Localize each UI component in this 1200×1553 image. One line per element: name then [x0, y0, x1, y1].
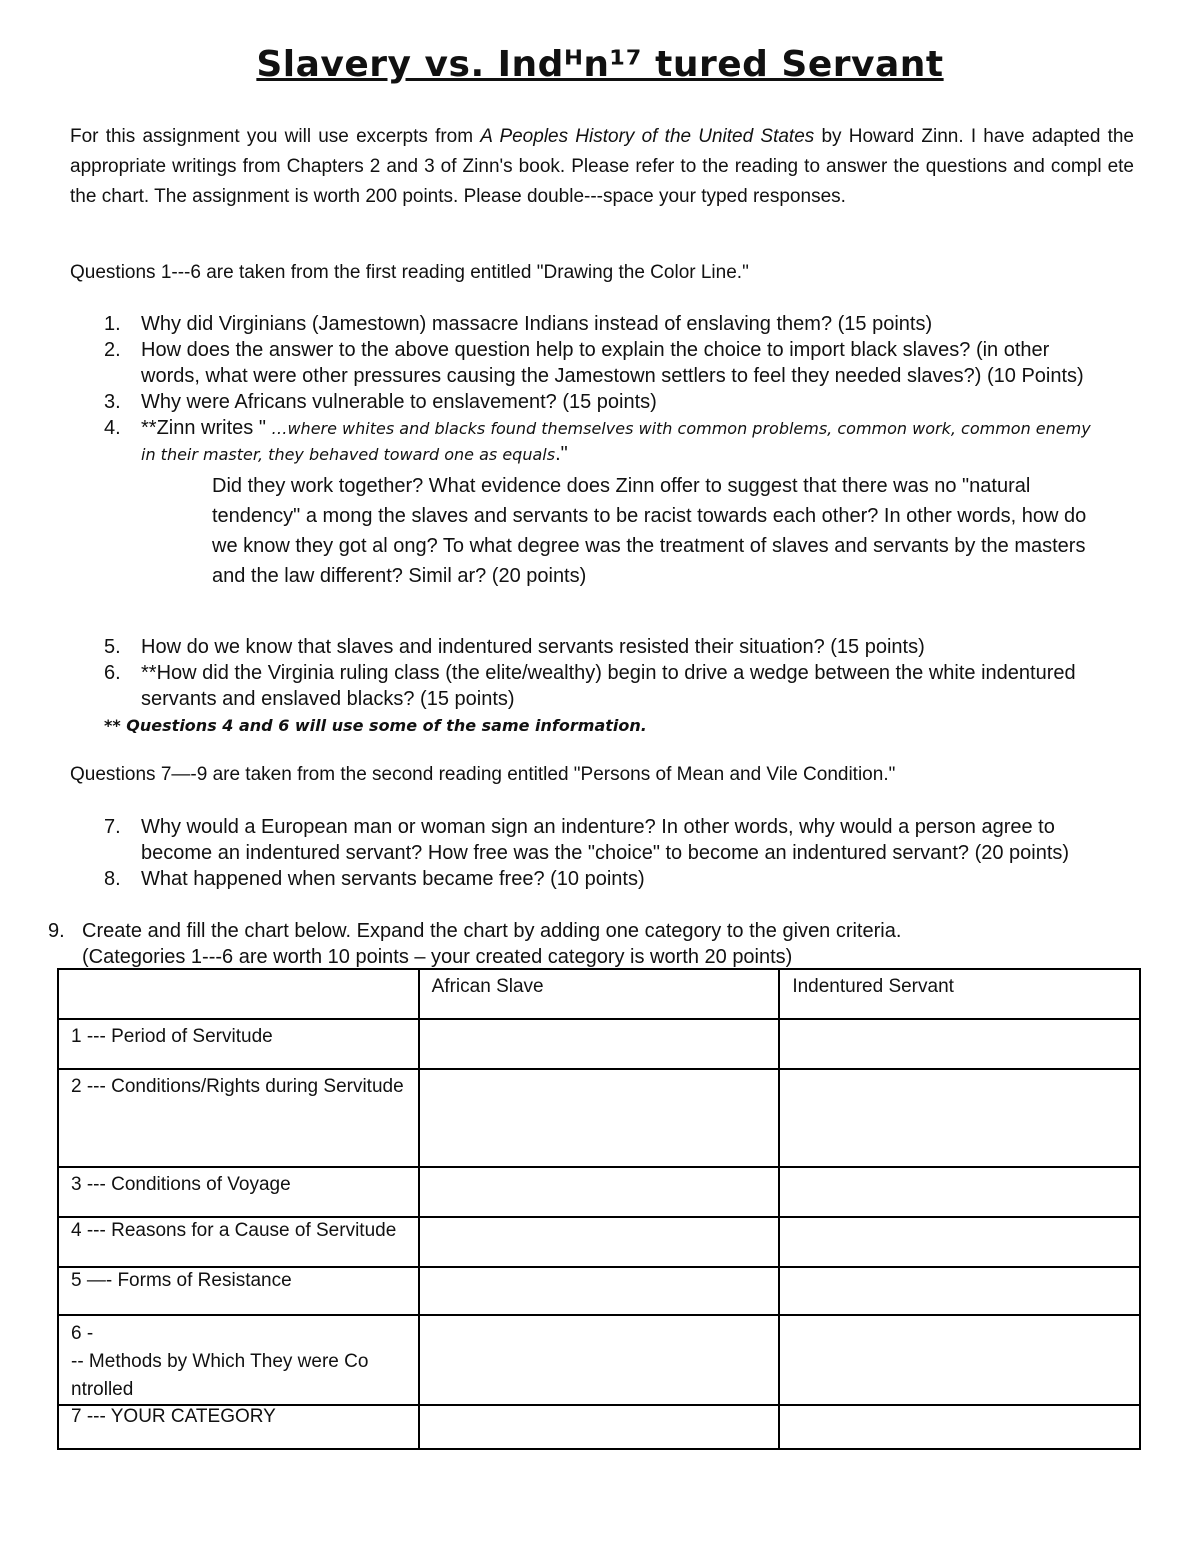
question-1: [104, 311, 1104, 337]
question-9: [48, 918, 901, 970]
intro-text-2: by Howard Zinn. I have adapted the appropriate writings from Chapters 2 and 3 of Zinn's book. Please refer to the reading to answer the questions and compl ete the chart. The assignment is worth 200 points. Please double---space your typed responses.: [70, 126, 1134, 207]
row-label: 4 --- Reasons for a Cause of Servitude: [58, 1217, 419, 1267]
answer-cell-slave[interactable]: [419, 1267, 780, 1315]
question-4-lead: **Zinn writes ": [141, 417, 272, 439]
question-text: What happened when servants became free? (10 points): [141, 868, 645, 890]
intro-paragraph: [70, 122, 1134, 212]
question-number: 7.: [104, 816, 121, 838]
question-number: 5.: [104, 636, 121, 658]
question-4: [104, 415, 1104, 591]
question-number: 3.: [104, 391, 121, 413]
row-label: 3 --- Conditions of Voyage: [58, 1167, 419, 1217]
question-3: [104, 389, 1104, 415]
question-number: 2.: [104, 339, 121, 361]
answer-cell-servant[interactable]: [779, 1019, 1140, 1069]
question-7: [104, 814, 1104, 866]
row-label: [58, 1315, 419, 1405]
question-8: [104, 866, 1104, 892]
question-number: 1.: [104, 313, 121, 335]
row-label: 1 --- Period of Servitude: [58, 1019, 419, 1069]
question-text: Why would a European man or woman sign an indenture? In other words, why would a person agree to become an indentured servant? How free was the "choice" to become an indentured servant? (20 points): [141, 816, 1070, 864]
question-list-c: [104, 814, 1104, 892]
answer-cell-servant[interactable]: [779, 1069, 1140, 1167]
page-title: Slavery vs. Indᴴn¹⁷ tured Servant: [256, 44, 944, 85]
question-number: 4.: [104, 417, 121, 439]
note-text: ** Questions 4 and 6 will use some of the same information.: [104, 716, 647, 735]
intro-text-1: For this assignment you will use excerpts from: [70, 126, 481, 147]
comparison-chart: [57, 968, 1141, 1450]
section2-heading: Questions 7—-9 are taken from the second reading entitled "Persons of Mean and Vile Condition.": [70, 764, 896, 785]
table-row: [58, 1217, 1140, 1267]
row-label: 2 --- Conditions/Rights during Servitude: [58, 1069, 419, 1167]
answer-cell-servant[interactable]: [779, 1405, 1140, 1449]
row-label-line2: -- Methods by Which They were Co ntrolled: [71, 1351, 369, 1400]
question-2: [104, 337, 1104, 389]
answer-cell-servant[interactable]: [779, 1267, 1140, 1315]
question-number: 9.: [48, 920, 65, 942]
book-title: A Peoples History of the United States: [480, 126, 815, 147]
answer-cell-slave[interactable]: [419, 1217, 780, 1267]
question-number: 6.: [104, 662, 121, 684]
header-cell-indentured-servant: Indentured Servant: [779, 969, 1140, 1019]
question-text: **How did the Virginia ruling class (the elite/wealthy) begin to drive a wedge between the white indentured servants and enslaved blacks? (15 points): [141, 662, 1076, 710]
table-row: [58, 1315, 1140, 1405]
table-row: [58, 1019, 1140, 1069]
answer-cell-slave[interactable]: [419, 1069, 780, 1167]
row-label-line1: 6 -: [71, 1323, 94, 1344]
zinn-quote: …where whites and blacks found themselves with common problems, common work, common enemy in their master, they behaved toward one as equals: [141, 419, 1091, 464]
answer-cell-servant[interactable]: [779, 1217, 1140, 1267]
question-list-b: [104, 634, 1104, 712]
answer-cell-servant[interactable]: [779, 1315, 1140, 1405]
answer-cell-slave[interactable]: [419, 1019, 780, 1069]
table-row: [58, 1167, 1140, 1217]
question-list-a: [104, 311, 1104, 591]
question-4-body: Did they work together? What evidence does Zinn offer to suggest that there was no "natural tendency" a mong the slaves and servants to be racist towards each other? In other words, how do we know they got al ong? To what degree was the treatment of slaves and servants by the masters and the law different? Simil ar? (20 points): [212, 475, 1087, 587]
question-4-quote-close: .": [555, 443, 568, 465]
table-row: [58, 1069, 1140, 1167]
answer-cell-slave[interactable]: [419, 1315, 780, 1405]
row-label: 7 --- YOUR CATEGORY: [58, 1405, 419, 1449]
table-row: [58, 1405, 1140, 1449]
question-text: Why were Africans vulnerable to enslavement? (15 points): [141, 391, 657, 413]
answer-cell-slave[interactable]: [419, 1405, 780, 1449]
question-9-line2: (Categories 1---6 are worth 10 points – your created category is worth 20 points): [82, 946, 793, 968]
section1-heading: Questions 1---6 are taken from the first reading entitled "Drawing the Color Line.": [70, 262, 749, 283]
row-label: 5 —- Forms of Resistance: [58, 1267, 419, 1315]
question-number: 8.: [104, 868, 121, 890]
question-5: [104, 634, 1104, 660]
header-cell-african-slave: African Slave: [419, 969, 780, 1019]
answer-cell-servant[interactable]: [779, 1167, 1140, 1217]
table-header-row: [58, 969, 1140, 1019]
table-row: [58, 1267, 1140, 1315]
question-6: [104, 660, 1104, 712]
answer-cell-slave[interactable]: [419, 1167, 780, 1217]
question-9-line1: Create and fill the chart below. Expand the chart by adding one category to the given criteria.: [82, 920, 902, 942]
question-text: Why did Virginians (Jamestown) massacre Indians instead of enslaving them? (15 points): [141, 313, 933, 335]
question-text: How does the answer to the above question help to explain the choice to import black slaves? (in other words, what were other pressures causing the Jamestown settlers to feel they needed slaves?) (10 Points): [141, 339, 1084, 387]
header-cell-blank: [58, 969, 419, 1019]
question-text: How do we know that slaves and indentured servants resisted their situation? (15 points): [141, 636, 925, 658]
